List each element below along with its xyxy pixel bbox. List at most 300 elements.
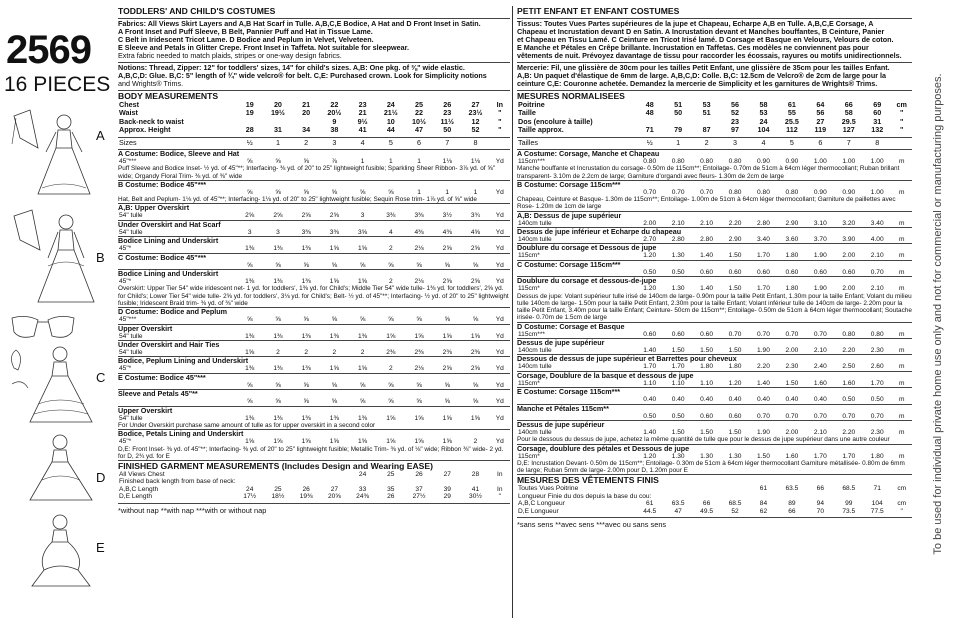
cell-value: 30½ bbox=[469, 493, 482, 501]
row-label bbox=[118, 398, 236, 405]
cell-value: 94 bbox=[816, 500, 825, 508]
yardage-row bbox=[118, 245, 510, 252]
body-measurements bbox=[517, 91, 912, 138]
cell-value: 52 bbox=[731, 108, 740, 118]
yardage-heading: Corsage, doublure des pétales et Dessous de jupe bbox=[517, 443, 690, 453]
yardage-block bbox=[118, 430, 510, 461]
cell-value: 1⅝ bbox=[442, 414, 452, 422]
cell-value: 3.40 bbox=[870, 219, 884, 227]
cell-value: 2 bbox=[276, 348, 280, 356]
cell-value bbox=[692, 493, 720, 500]
cell-value: 2.20 bbox=[728, 219, 742, 227]
cell-value: 0.80 bbox=[700, 158, 714, 166]
cell-value: ⅞ bbox=[331, 158, 338, 166]
cell-value: 1.70 bbox=[757, 252, 770, 260]
cell-value: 1.40 bbox=[757, 379, 770, 387]
cell-value: 2⅜ bbox=[470, 348, 481, 356]
cell-value: ⅝ bbox=[388, 381, 394, 389]
cell-value: " bbox=[900, 116, 904, 126]
row-label: 45"*** bbox=[119, 316, 137, 324]
yardage-heading: Dessous de dessus de jupe supérieur et Barrettes pour cheveux bbox=[517, 354, 737, 364]
yardage-table bbox=[517, 220, 912, 227]
fabrics-section bbox=[118, 19, 510, 63]
yardage-row bbox=[118, 382, 510, 389]
cell-value: 2.10 bbox=[813, 346, 827, 354]
measure-row bbox=[118, 126, 510, 134]
cell-value bbox=[490, 139, 510, 147]
yardage-table bbox=[118, 438, 510, 445]
yardage-table bbox=[118, 349, 510, 356]
cell-value: ⅝ bbox=[472, 381, 479, 389]
row-label: Poitrine bbox=[518, 100, 545, 109]
yardage-row bbox=[517, 396, 912, 403]
cell-value: 1⅝ bbox=[245, 348, 255, 356]
cell-value: 2.90 bbox=[785, 219, 799, 227]
yardage-heading: Under Overskirt and Hat Scarf bbox=[118, 219, 221, 229]
cell-value: ⅝ bbox=[416, 381, 422, 389]
cell-value bbox=[433, 478, 461, 485]
finished-title: MESURES DES VÊTEMENTS FINIS bbox=[517, 475, 659, 486]
cell-value: 26 bbox=[415, 470, 423, 478]
row-label: Finished back length from base of neck: bbox=[119, 478, 236, 486]
cell-value: m bbox=[898, 285, 905, 293]
yardage-block bbox=[118, 254, 510, 270]
cell-value: In bbox=[497, 470, 503, 478]
tissus-line: Chapeau et Incrustation devant D en Satin. A Incrustation devant et Manches bouffantes, B Ceinture, Panier bbox=[517, 27, 885, 36]
mercerie-line: ceinture C,E: Couronne achetée. Demandez la mercerie de Simplicity et les garnitures de Wrights® Trims. bbox=[517, 79, 878, 88]
cell-value: 28 bbox=[245, 125, 254, 135]
yardage-table bbox=[517, 236, 912, 243]
yardage-note: Pour le dessous du dessus de jupe, achetez la même quantité de tulle que pour le dessus de jupe supérieur dans une autre couleur bbox=[517, 436, 890, 444]
cell-value: 4.00 bbox=[870, 236, 884, 244]
yardage-heading: A,B: Upper Overskirt bbox=[118, 203, 190, 213]
yardage-row bbox=[118, 316, 510, 323]
cell-value: 63.5 bbox=[785, 485, 799, 493]
figure-a-illustration bbox=[8, 108, 98, 200]
cell-value: 1.20 bbox=[643, 285, 657, 293]
row-label: Chest bbox=[119, 100, 139, 109]
cell-value: 1⅝ bbox=[245, 438, 255, 446]
cell-value: 1.50 bbox=[671, 428, 685, 436]
cell-value: 2⅝ bbox=[245, 212, 255, 220]
cell-value: 19½ bbox=[270, 108, 285, 118]
yardage-heading: D Costume: Corsage et Basque bbox=[517, 321, 625, 331]
yardage-heading: Doublure du corsage et Dessous de jupe bbox=[517, 243, 657, 253]
cell-value: ⅝ bbox=[388, 398, 394, 406]
yardage-row bbox=[118, 415, 510, 422]
cell-value: ⅝ bbox=[444, 381, 450, 389]
cell-value: Yd bbox=[495, 278, 504, 286]
cell-value: 26 bbox=[387, 493, 395, 501]
finished-measurements bbox=[118, 461, 510, 504]
finished-measurements bbox=[517, 475, 912, 518]
notions-text: Notions: Thread, Zipper: 12" for toddlers' sizes, 14" for child's sizes. A,B: One pkg. of ⅜" wide elastic. bbox=[118, 63, 465, 72]
finished-row bbox=[118, 493, 510, 500]
cell-value: 3 bbox=[276, 228, 280, 236]
cell-value: 1.10 bbox=[671, 379, 685, 387]
cell-value: 1.50 bbox=[700, 428, 714, 436]
cell-value: 9 bbox=[332, 116, 337, 126]
cell-value: 1.00 bbox=[842, 158, 856, 166]
cell-value: 5 bbox=[789, 137, 794, 147]
row-label: D,E Length bbox=[119, 493, 152, 501]
yardage-table bbox=[517, 252, 912, 259]
row-label: 45"* bbox=[119, 245, 132, 253]
cell-value: 0.60 bbox=[700, 268, 714, 276]
cell-value: 1⅝ bbox=[329, 245, 339, 253]
cell-value: Yd bbox=[495, 158, 504, 166]
cell-value: m bbox=[898, 330, 905, 338]
cell-value: 8 bbox=[875, 137, 880, 147]
cell-value: 20 bbox=[302, 108, 311, 118]
cell-value: 1⅜ bbox=[245, 332, 255, 340]
cell-value: 1.70 bbox=[842, 452, 856, 460]
measure-row bbox=[118, 118, 510, 126]
finished-row bbox=[118, 471, 510, 478]
row-label: 140cm tulle bbox=[518, 428, 552, 436]
mercerie-line: Mercerie: Fil, une glissière de 30cm pour les tailles Petit Enfant, une glissière de 35cm pour les tailles Enfant. bbox=[517, 63, 890, 72]
cell-value: 1.20 bbox=[643, 252, 657, 260]
body-measurements-table bbox=[517, 101, 912, 135]
cell-value bbox=[377, 478, 405, 485]
cell-value: m bbox=[898, 428, 905, 436]
cell-value: 64 bbox=[816, 100, 825, 109]
cell-value: 1.10 bbox=[643, 379, 657, 387]
row-label: Dos (encolure à taille) bbox=[518, 116, 593, 126]
cell-value: ½ bbox=[646, 137, 653, 147]
row-label: 54" tulle bbox=[119, 332, 143, 340]
cell-value: 1 bbox=[360, 158, 365, 166]
cell-value: 1 bbox=[275, 137, 280, 147]
cell-value: 1⅝ bbox=[329, 365, 339, 373]
cell-value: 2.10 bbox=[870, 285, 884, 293]
yardage-row bbox=[118, 398, 510, 405]
sizes-row bbox=[118, 139, 510, 147]
cell-value bbox=[490, 478, 510, 485]
cell-value: 25 bbox=[415, 100, 424, 109]
yardage-note: D,E: Incrustation Devant- 0.50m de 115cm**; Entoilage- 0.30m de 51cm à 64cm léger thermocollant Garniture métallisée- 0.80m de 6mm de large; Ruban 5mm de large- 2.00m pour D, 1.20m pour E bbox=[517, 459, 905, 475]
figure-d-label: D bbox=[96, 470, 106, 485]
cell-value: 3 bbox=[332, 137, 337, 147]
cell-value: 1⅝ bbox=[358, 278, 368, 286]
cell-value: m bbox=[898, 252, 905, 260]
yardage-row bbox=[517, 453, 912, 460]
yardage-row bbox=[118, 229, 510, 236]
cell-value bbox=[348, 478, 376, 485]
yardage-note: For Under Overskirt purchase same amount of tulle as for upper overskirt in a second color bbox=[118, 421, 376, 429]
cell-value: 4⅜ bbox=[414, 228, 424, 236]
cell-value: 0.60 bbox=[842, 268, 856, 276]
yardage-row bbox=[118, 365, 510, 372]
cell-value: m bbox=[898, 396, 905, 404]
cell-value: 68.5 bbox=[842, 485, 856, 493]
yardage-heading: Doublure du corsage et dessous-de-jupe bbox=[517, 276, 657, 286]
cell-value: 1.40 bbox=[643, 428, 657, 436]
cell-value: 24⅜ bbox=[356, 493, 370, 501]
yardage-row bbox=[118, 189, 510, 196]
cell-value: In bbox=[496, 100, 503, 109]
cell-value: 61 bbox=[759, 485, 768, 493]
cell-value: 21 bbox=[302, 100, 311, 109]
row-label: Taille approx. bbox=[518, 125, 564, 135]
cell-value: 1⅜ bbox=[301, 278, 311, 286]
cell-value: 35 bbox=[387, 485, 395, 493]
figure-a-label: A bbox=[96, 128, 105, 143]
cell-value: 2⅛ bbox=[414, 365, 424, 373]
cell-value: ⅝ bbox=[331, 188, 338, 196]
yardage-row bbox=[517, 269, 912, 276]
cell-value bbox=[264, 471, 292, 478]
cell-value: 1⅜ bbox=[245, 245, 255, 253]
row-label: 45"*** bbox=[119, 158, 137, 166]
yardage-table bbox=[118, 245, 510, 252]
yardage-note: Dessus de jupe: Volant supérieur tulle irisé de 140cm de large- 0.90m pour la taille Petit Enfant, 1.30m pour la taille Enfant; Volant du milieu tulle 140cm de large- 1.50m pour la taille Petit Enfant, 2.30m pour la taille Enfant; Volant inférieur tulle de 140cm de large- 2.20m pour la taille Petit Enfant, 3.40m pour la taille Enfant; Ceinture- 50cm de 115cm**; Entoilage- 0.50m de 51cm à 64cm léger thermocollant; Soutache irisée- 0.70m de 1.5cm de large bbox=[517, 292, 912, 322]
yardage-row bbox=[517, 220, 912, 227]
cell-value: 1⅜ bbox=[273, 414, 283, 422]
yardage-block bbox=[517, 323, 912, 339]
cell-value: 1.80 bbox=[785, 285, 799, 293]
cell-value: 23 bbox=[443, 108, 452, 118]
cell-value: 1⅝ bbox=[358, 365, 368, 373]
cell-value: 66 bbox=[816, 485, 825, 493]
nap-footnote: *without nap **with nap ***with or without nap bbox=[118, 505, 267, 515]
cell-value: 6 bbox=[417, 137, 422, 147]
cell-value: Yd bbox=[495, 348, 504, 356]
cell-value bbox=[236, 471, 264, 478]
cell-value: 3⅜ bbox=[386, 212, 396, 220]
yardage-block bbox=[517, 372, 912, 388]
cell-value: 73.5 bbox=[842, 507, 856, 515]
cell-value: 1.30 bbox=[671, 285, 685, 293]
cell-value: 2⅜ bbox=[414, 348, 424, 356]
cell-value: 1.80 bbox=[870, 452, 884, 460]
cell-value: 20 bbox=[273, 100, 282, 109]
cell-value: In bbox=[497, 485, 503, 493]
yardage-heading: B Costume: Corsage 115cm*** bbox=[517, 179, 621, 189]
row-label bbox=[517, 396, 636, 403]
cell-value: 0.60 bbox=[700, 412, 714, 420]
cell-value: 0.60 bbox=[671, 330, 685, 338]
row-label bbox=[118, 262, 236, 269]
cell-value: 1.90 bbox=[757, 346, 770, 354]
cell-value: 24 bbox=[246, 485, 254, 493]
tissus-line: vêtements de nuit. Prévoyez davantage de tissu pour raccorder les écossais, rayures ou motifs unidirectionnels. bbox=[517, 51, 902, 60]
cell-value: 4 bbox=[360, 137, 365, 147]
finished-row bbox=[118, 478, 510, 485]
cell-value: 0.80 bbox=[728, 158, 742, 166]
cell-value: m bbox=[898, 219, 905, 227]
cell-value: 27½ bbox=[412, 493, 426, 501]
yardage-heading: Bodice, Peplum Lining and Underskirt bbox=[118, 356, 249, 366]
yardage-table bbox=[517, 347, 912, 354]
cell-value: 1.90 bbox=[813, 285, 827, 293]
cell-value bbox=[636, 485, 664, 492]
row-label: 54" tulle bbox=[119, 348, 143, 356]
cell-value: 34 bbox=[302, 125, 311, 135]
yardage-heading: Sleeve and Petals 45"** bbox=[118, 389, 198, 399]
row-label: D,E Longueur bbox=[518, 507, 559, 515]
cell-value: 12 bbox=[471, 116, 480, 126]
cell-value: 2.30 bbox=[870, 428, 884, 436]
cell-value: ⅝ bbox=[246, 381, 253, 389]
row-label: 115cm* bbox=[518, 252, 540, 260]
cell-value: 0.70 bbox=[813, 330, 827, 338]
cell-value: 0.80 bbox=[842, 330, 856, 338]
cell-value: m bbox=[898, 346, 905, 354]
body-measurements bbox=[118, 91, 510, 138]
cell-value: 1⅝ bbox=[329, 278, 339, 286]
cell-value: 1⅜ bbox=[301, 365, 311, 373]
pattern-sidebar bbox=[0, 0, 120, 628]
row-label: 140cm tulle bbox=[518, 346, 552, 354]
cell-value: ⅝ bbox=[331, 398, 338, 406]
cell-value: 89 bbox=[788, 500, 796, 508]
cell-value: 28 bbox=[471, 470, 480, 478]
cell-value: 52 bbox=[471, 125, 480, 135]
cell-value: 1.80 bbox=[728, 363, 742, 371]
cell-value: 2.30 bbox=[785, 363, 799, 371]
cell-value: cm bbox=[897, 500, 907, 508]
cell-value bbox=[891, 493, 912, 500]
yardage-table bbox=[517, 363, 912, 370]
cell-value: 1.50 bbox=[671, 346, 685, 354]
cell-value: 0.80 bbox=[671, 158, 685, 166]
cell-value: 0.80 bbox=[785, 188, 799, 196]
cell-value: 1.60 bbox=[785, 452, 799, 460]
cell-value: 50 bbox=[443, 125, 452, 135]
cell-value: 0.70 bbox=[728, 330, 742, 338]
cell-value: 51 bbox=[674, 100, 683, 109]
row-label: Back-neck to waist bbox=[119, 116, 184, 126]
cell-value bbox=[891, 139, 912, 147]
cell-value: 2⅝ bbox=[301, 212, 311, 220]
cell-value: 2 bbox=[388, 365, 393, 373]
yardage-block bbox=[118, 270, 510, 308]
cell-value: Yd bbox=[495, 332, 504, 340]
yardage-table bbox=[118, 415, 510, 422]
cell-value: 2 bbox=[360, 348, 365, 356]
cell-value: ⅝ bbox=[472, 316, 479, 324]
finished-row bbox=[517, 493, 912, 500]
cell-value: 2.10 bbox=[700, 219, 714, 227]
cell-value: 1.50 bbox=[728, 285, 742, 293]
yardage-row bbox=[517, 252, 912, 259]
yardage-table bbox=[118, 278, 510, 285]
finished-row bbox=[118, 486, 510, 493]
cell-value: 77.5 bbox=[870, 507, 884, 515]
cell-value: 68.5 bbox=[728, 500, 742, 508]
cell-value: 2 bbox=[473, 438, 478, 446]
cell-value: 25 bbox=[274, 485, 282, 493]
cell-value: 2⅜ bbox=[442, 348, 452, 356]
cell-value: Yd bbox=[495, 212, 504, 220]
cell-value: 7 bbox=[846, 137, 851, 147]
cell-value: 3 bbox=[360, 212, 365, 220]
cell-value: 1.50 bbox=[728, 346, 742, 354]
usage-notice-text: To be used for individual private home use only and not for commercial or manufacturing purposes. bbox=[932, 73, 944, 555]
cell-value bbox=[461, 478, 489, 485]
finished-row bbox=[517, 485, 912, 492]
cell-value: 1⅛ bbox=[442, 158, 452, 166]
cell-value bbox=[292, 478, 320, 485]
cell-value bbox=[320, 478, 348, 485]
cell-value: 1⅜ bbox=[245, 414, 255, 422]
row-label: 140cm tulle bbox=[518, 236, 552, 244]
body-measurements-title: BODY MEASUREMENTS bbox=[118, 91, 219, 101]
cell-value: ⅝ bbox=[275, 398, 281, 406]
yardage-block bbox=[517, 261, 912, 277]
cell-value: 1⅜ bbox=[245, 278, 255, 286]
cell-value: ⅝ bbox=[303, 381, 309, 389]
yardage-block bbox=[118, 237, 510, 253]
cell-value: ⅝ bbox=[275, 158, 281, 166]
cell-value: 1⅝ bbox=[273, 438, 283, 446]
cell-value: 26 bbox=[302, 485, 310, 493]
cell-value: m bbox=[898, 188, 905, 196]
row-label: 45"* bbox=[119, 438, 132, 446]
yardage-row bbox=[118, 278, 510, 285]
cell-value: 1⅝ bbox=[470, 414, 481, 422]
yardage-heading: B Costume: Bodice 45"*** bbox=[118, 179, 207, 189]
cell-value: 50 bbox=[674, 108, 683, 118]
cell-value: m bbox=[898, 158, 905, 166]
finished-table bbox=[118, 471, 510, 501]
cell-value: 2.00 bbox=[785, 428, 799, 436]
cell-value: 0.70 bbox=[671, 188, 685, 196]
cell-value: ⅝ bbox=[331, 381, 338, 389]
row-label bbox=[118, 189, 236, 196]
cell-value: 0.40 bbox=[671, 396, 685, 404]
row-label: 54" tulle bbox=[119, 414, 143, 422]
cell-value: ⅝ bbox=[444, 261, 450, 269]
yardage-note: D,E: Front Inset- ⅜ yd. of 45"**; Interfacing- ⅜ yd. of 20" to 25" lightweight fusible; Metallic Trim- ⅜ yd. of ⅛" wide; Ribbon ⅜" wide- 2 yd. for D, 2¾ yd. for E bbox=[118, 445, 504, 460]
cell-value: 1⅜ bbox=[301, 245, 311, 253]
row-label: Tailles bbox=[518, 137, 538, 147]
figure-b-label: B bbox=[96, 250, 105, 265]
yardage-table bbox=[517, 331, 912, 338]
cell-value: 127 bbox=[842, 125, 855, 135]
cell-value: 1.70 bbox=[671, 363, 685, 371]
cell-value: 1 bbox=[445, 188, 450, 196]
figure-d-illustration bbox=[8, 432, 98, 506]
cell-value: 99 bbox=[845, 500, 853, 508]
yardage-block bbox=[517, 277, 912, 322]
cell-value: 0.70 bbox=[643, 188, 657, 196]
cell-value: 2⅜ bbox=[386, 348, 396, 356]
cell-value: Yd bbox=[495, 316, 504, 324]
cell-value: 2 bbox=[704, 137, 709, 147]
cell-value bbox=[236, 478, 264, 485]
cell-value: 0.80 bbox=[757, 188, 770, 196]
cell-value: 18½ bbox=[271, 493, 285, 501]
cell-value: 1.70 bbox=[813, 452, 827, 460]
cell-value: 1.10 bbox=[700, 379, 714, 387]
cell-value: 27 bbox=[330, 485, 339, 493]
tissus-line: Tissus: Toutes Vues Partes supérieures de la jupe et Chapeau, Echarpe A,B en Tulle. A,B,C,E Corsage, A bbox=[517, 19, 874, 28]
cell-value: 1.00 bbox=[870, 188, 884, 196]
cell-value: ⅝ bbox=[303, 158, 309, 166]
cell-value: 1.40 bbox=[700, 252, 714, 260]
cell-value: 0.50 bbox=[671, 412, 685, 420]
cell-value: 22 bbox=[330, 100, 339, 109]
cell-value: 2.20 bbox=[842, 346, 856, 354]
row-label: 115cm*** bbox=[518, 158, 545, 166]
cell-value: m bbox=[898, 452, 905, 460]
cell-value: 1⅝ bbox=[414, 414, 424, 422]
notions-section bbox=[118, 63, 510, 91]
cell-value: 29.5 bbox=[841, 116, 856, 126]
cell-value: 56 bbox=[731, 100, 740, 109]
